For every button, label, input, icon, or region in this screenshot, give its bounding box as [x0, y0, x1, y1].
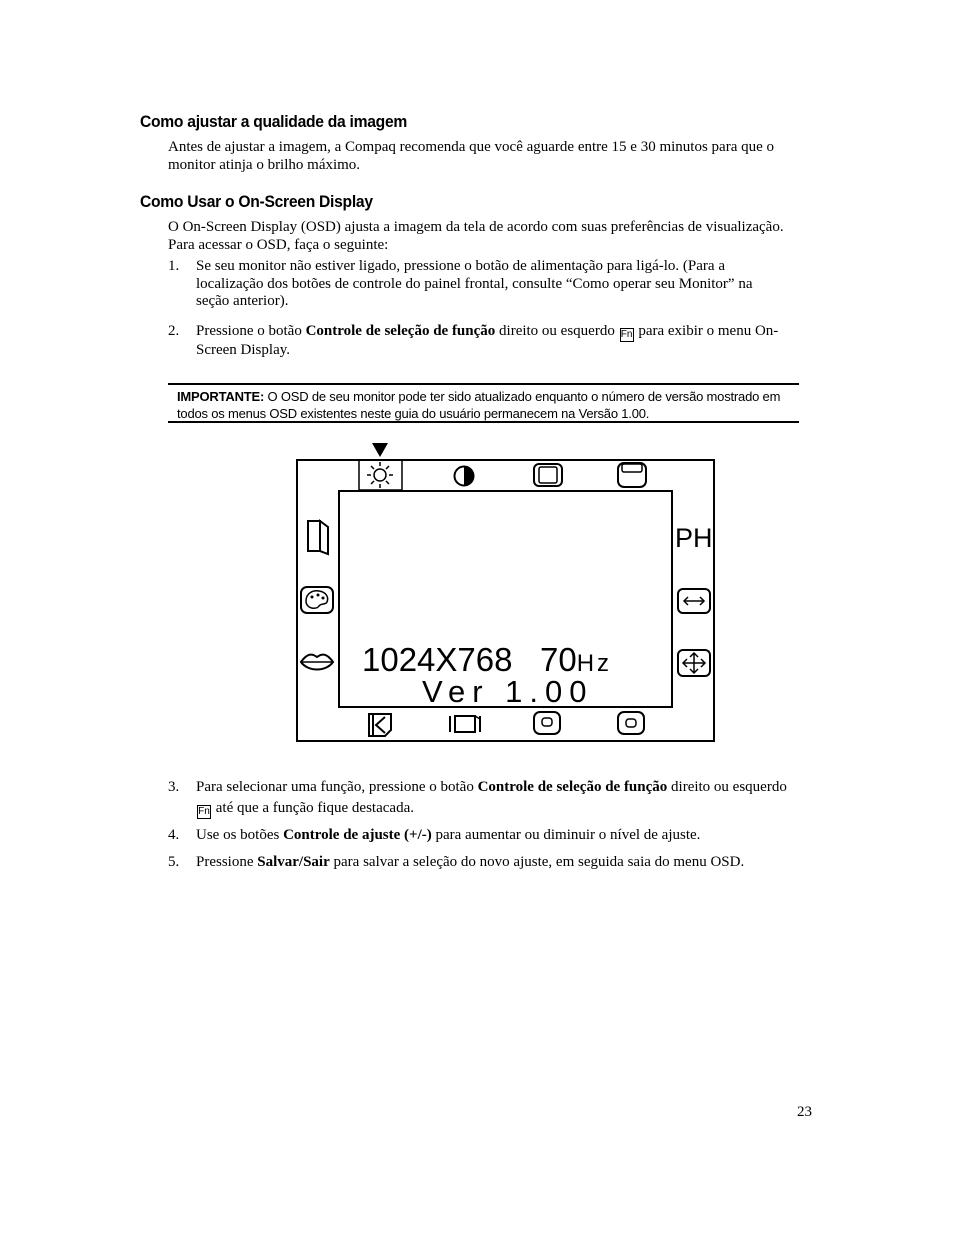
bold-term: Controle de seleção de função [477, 779, 668, 795]
text-run: direito ou esquerdo [495, 323, 619, 339]
bold-term: Controle de ajuste (+/-) [283, 827, 432, 843]
degauss-icon [298, 648, 336, 676]
note-label: IMPORTANTE: [177, 389, 265, 404]
text-run: até que a função fique destacada. [212, 799, 414, 816]
text-run: Pressione o botão [196, 323, 306, 339]
text-line [177, 388, 791, 405]
recall-icon [365, 711, 395, 739]
fn-key-icon: Fn [198, 805, 210, 817]
step-number: 2. [168, 323, 180, 339]
important-note [168, 383, 799, 423]
text-line [196, 827, 818, 845]
section-intro-osd [168, 219, 816, 254]
bold-term: Controle de seleção de função [305, 323, 496, 339]
text-run: para exibir o menu On- [634, 323, 779, 339]
fn-key-icon: Fn [620, 329, 633, 340]
text-line: localização dos botões de controle do painel frontal, consulte “Como operar seu Monitor” na [196, 275, 753, 292]
step-text [196, 854, 818, 872]
selection-pointer-icon [372, 443, 388, 457]
step-text [196, 258, 818, 311]
size-position-icon [676, 648, 712, 678]
text-line [196, 800, 818, 819]
h-position-icon [676, 587, 712, 615]
text-run: Para selecionar uma função, pressione o botão [196, 779, 478, 795]
v-position-icon [616, 461, 648, 489]
step-text [196, 323, 818, 360]
step-number: 1. [168, 258, 180, 274]
text-line [196, 854, 818, 872]
text-line: Screen Display. [196, 342, 290, 358]
osd-version-text: Ver 1.00 [422, 674, 594, 709]
text-line: Antes de ajustar a imagem, a Compaq recomenda que você aguarde entre 15 e 30 minutos para que o [168, 139, 775, 155]
trapezoid-icon [616, 710, 646, 736]
contrast-icon [452, 465, 476, 487]
color-palette-icon [299, 585, 335, 615]
page-number: 23 [797, 1104, 812, 1120]
pincushion-icon [532, 710, 562, 736]
text-line [196, 323, 818, 342]
hz-unit: Hz [576, 650, 613, 677]
text-run: O OSD de seu monitor pode ter sido atualizado enquanto o número de versão mostrado em [264, 389, 781, 404]
text-run: para salvar a seleção do novo ajuste, em seguida saia do menu OSD. [329, 854, 745, 870]
resolution-value: 1024X768 70 [362, 641, 577, 678]
text-run: direito ou esquerdo [667, 779, 787, 795]
text-run: para aumentar ou diminuir o nível de ajuste. [431, 827, 701, 843]
section-heading-image-quality: Como ajustar a qualidade da imagem [140, 112, 408, 131]
text-line: O On-Screen Display (OSD) ajusta a imagem da tela de acordo com suas preferências de visualização. [168, 219, 784, 235]
text-line: Para acessar o OSD, faça o seguinte: [168, 236, 389, 253]
text-line: Se seu monitor não estiver ligado, pressione o botão de alimentação para ligá-lo. (Para a [196, 258, 725, 274]
text-line: monitor atinja o brilho máximo. [168, 156, 361, 173]
text-run: Use os botões [196, 827, 284, 843]
section-heading-osd: Como Usar o On-Screen Display [140, 192, 373, 211]
h-size-icon [532, 462, 564, 488]
step-number: 3. [168, 779, 180, 795]
text-run: Pressione [196, 854, 258, 870]
exit-icon [448, 713, 482, 735]
language-door-icon [305, 518, 331, 556]
text-line: seção anterior). [196, 293, 289, 309]
text-line: todos os menus OSD existentes neste guia do usuário permanecem na Versão 1.00. [177, 406, 650, 421]
brightness-icon [358, 459, 403, 491]
ph-label: PH [675, 523, 713, 553]
step-number: 4. [168, 827, 180, 843]
bold-term: Salvar/Sair [257, 854, 330, 870]
step-text [196, 827, 818, 845]
step-text [196, 779, 818, 819]
text-line [196, 779, 818, 797]
section-intro-image-quality [168, 139, 816, 174]
step-number: 5. [168, 854, 180, 870]
